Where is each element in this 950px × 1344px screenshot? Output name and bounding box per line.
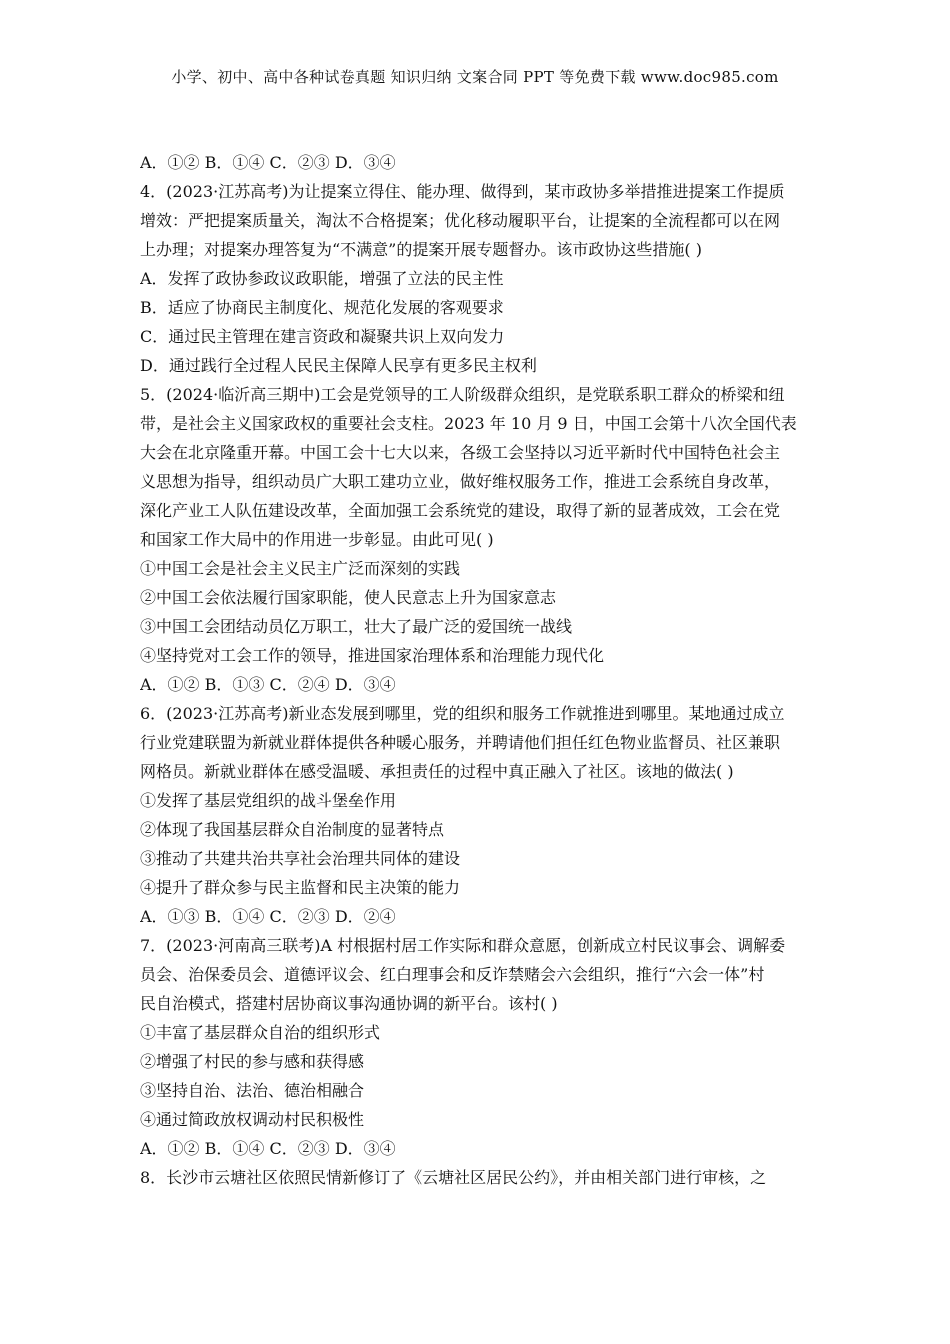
q7-statement-3: ③坚持自治、法治、德治相融合 (140, 1081, 365, 1100)
q5-stem-line: 大会在北京隆重开幕。中国工会十七大以来，各级工会坚持以习近平新时代中国特色社会主 (140, 443, 781, 462)
q5-statement-1: ①中国工会是社会主义民主广泛而深刻的实践 (140, 559, 461, 578)
q6-stem-line: 网格员。新就业群体在感受温暖、承担责任的过程中真正融入了社区。该地的做法( ) (140, 762, 734, 781)
page-header: 小学、初中、高中各种试卷真题 知识归纳 文案合同 PPT 等免费下载 www.doc985.com (171, 68, 779, 86)
q5-answer-options: A．①② B．①③ C．②④ D．③④ (140, 675, 396, 694)
q7-statement-4: ④通过简政放权调动村民积极性 (140, 1110, 365, 1129)
q5-statement-2: ②中国工会依法履行国家职能，使人民意志上升为国家意志 (140, 588, 557, 607)
q5-stem-line: 5．(2024·临沂高三期中)工会是党领导的工人阶级群众组织，是党联系职工群众的桥梁和纽 (140, 385, 785, 404)
q4-option-b: B．适应了协商民主制度化、规范化发展的客观要求 (140, 298, 504, 317)
q7-statement-1: ①丰富了基层群众自治的组织形式 (140, 1023, 381, 1042)
q7-stem-line: 员会、治保委员会、道德评议会、红白理事会和反诈禁赌会六会组织，推行“六会一体”村 (140, 965, 765, 984)
q4-stem-line: 上办理；对提案办理答复为“不满意”的提案开展专题督办。该市政协这些措施( ) (140, 240, 702, 259)
q5-statement-3: ③中国工会团结动员亿万职工，壮大了最广泛的爱国统一战线 (140, 617, 573, 636)
q6-answer-options: A．①③ B．①④ C．②③ D．②④ (140, 907, 396, 926)
q6-statement-1: ①发挥了基层党组织的战斗堡垒作用 (140, 791, 397, 810)
q3-answer-options: A．①② B．①④ C．②③ D．③④ (140, 153, 396, 172)
q4-option-c: C．通过民主管理在建言资政和凝聚共识上双向发力 (140, 327, 505, 346)
q7-stem-line: 7．(2023·河南高三联考)A 村根据村居工作实际和群众意愿，创新成立村民议事会、调解委 (140, 936, 786, 955)
q6-statement-3: ③推动了共建共治共享社会治理共同体的建设 (140, 849, 461, 868)
q5-stem-line: 带，是社会主义国家政权的重要社会支柱。2023 年 10 月 9 日，中国工会第十八次全国代表 (140, 414, 797, 433)
q4-option-a: A．发挥了政协参政议政职能，增强了立法的民主性 (140, 269, 504, 288)
question-content (140, 148, 820, 1192)
q6-statement-2: ②体现了我国基层群众自治制度的显著特点 (140, 820, 445, 839)
q7-answer-options: A．①② B．①④ C．②③ D．③④ (140, 1139, 396, 1158)
q6-statement-4: ④提升了群众参与民主监督和民主决策的能力 (140, 878, 461, 897)
q6-stem-line: 6．(2023·江苏高考)新业态发展到哪里，党的组织和服务工作就推进到哪里。某地通过成立 (140, 704, 785, 723)
q4-stem-line: 4．(2023·江苏高考)为让提案立得住、能办理、做得到，某市政协多举措推进提案工作提质 (140, 182, 785, 201)
q5-stem-line: 和国家工作大局中的作用进一步彰显。由此可见( ) (140, 530, 494, 549)
q4-stem-line: 增效：严把提案质量关，淘汰不合格提案；优化移动履职平台，让提案的全流程都可以在网 (140, 211, 781, 230)
q8-stem-line: 8．长沙市云塘社区依照民情新修订了《云塘社区居民公约》，并由相关部门进行审核，之 (140, 1168, 767, 1187)
q4-option-d: D．通过践行全过程人民民主保障人民享有更多民主权利 (140, 356, 537, 375)
q5-statement-4: ④坚持党对工会工作的领导，推进国家治理体系和治理能力现代化 (140, 646, 605, 665)
q7-stem-line: 民自治模式，搭建村居协商议事沟通协调的新平台。该村( ) (140, 994, 558, 1013)
q6-stem-line: 行业党建联盟为新就业群体提供各种暖心服务，并聘请他们担任红色物业监督员、社区兼职 (140, 733, 781, 752)
q5-stem-line: 义思想为指导，组织动员广大职工建功立业，做好维权服务工作，推进工会系统自身改革， (140, 472, 781, 491)
q5-stem-line: 深化产业工人队伍建设改革，全面加强工会系统党的建设，取得了新的显著成效，工会在党 (140, 501, 781, 520)
q7-statement-2: ②增强了村民的参与感和获得感 (140, 1052, 365, 1071)
